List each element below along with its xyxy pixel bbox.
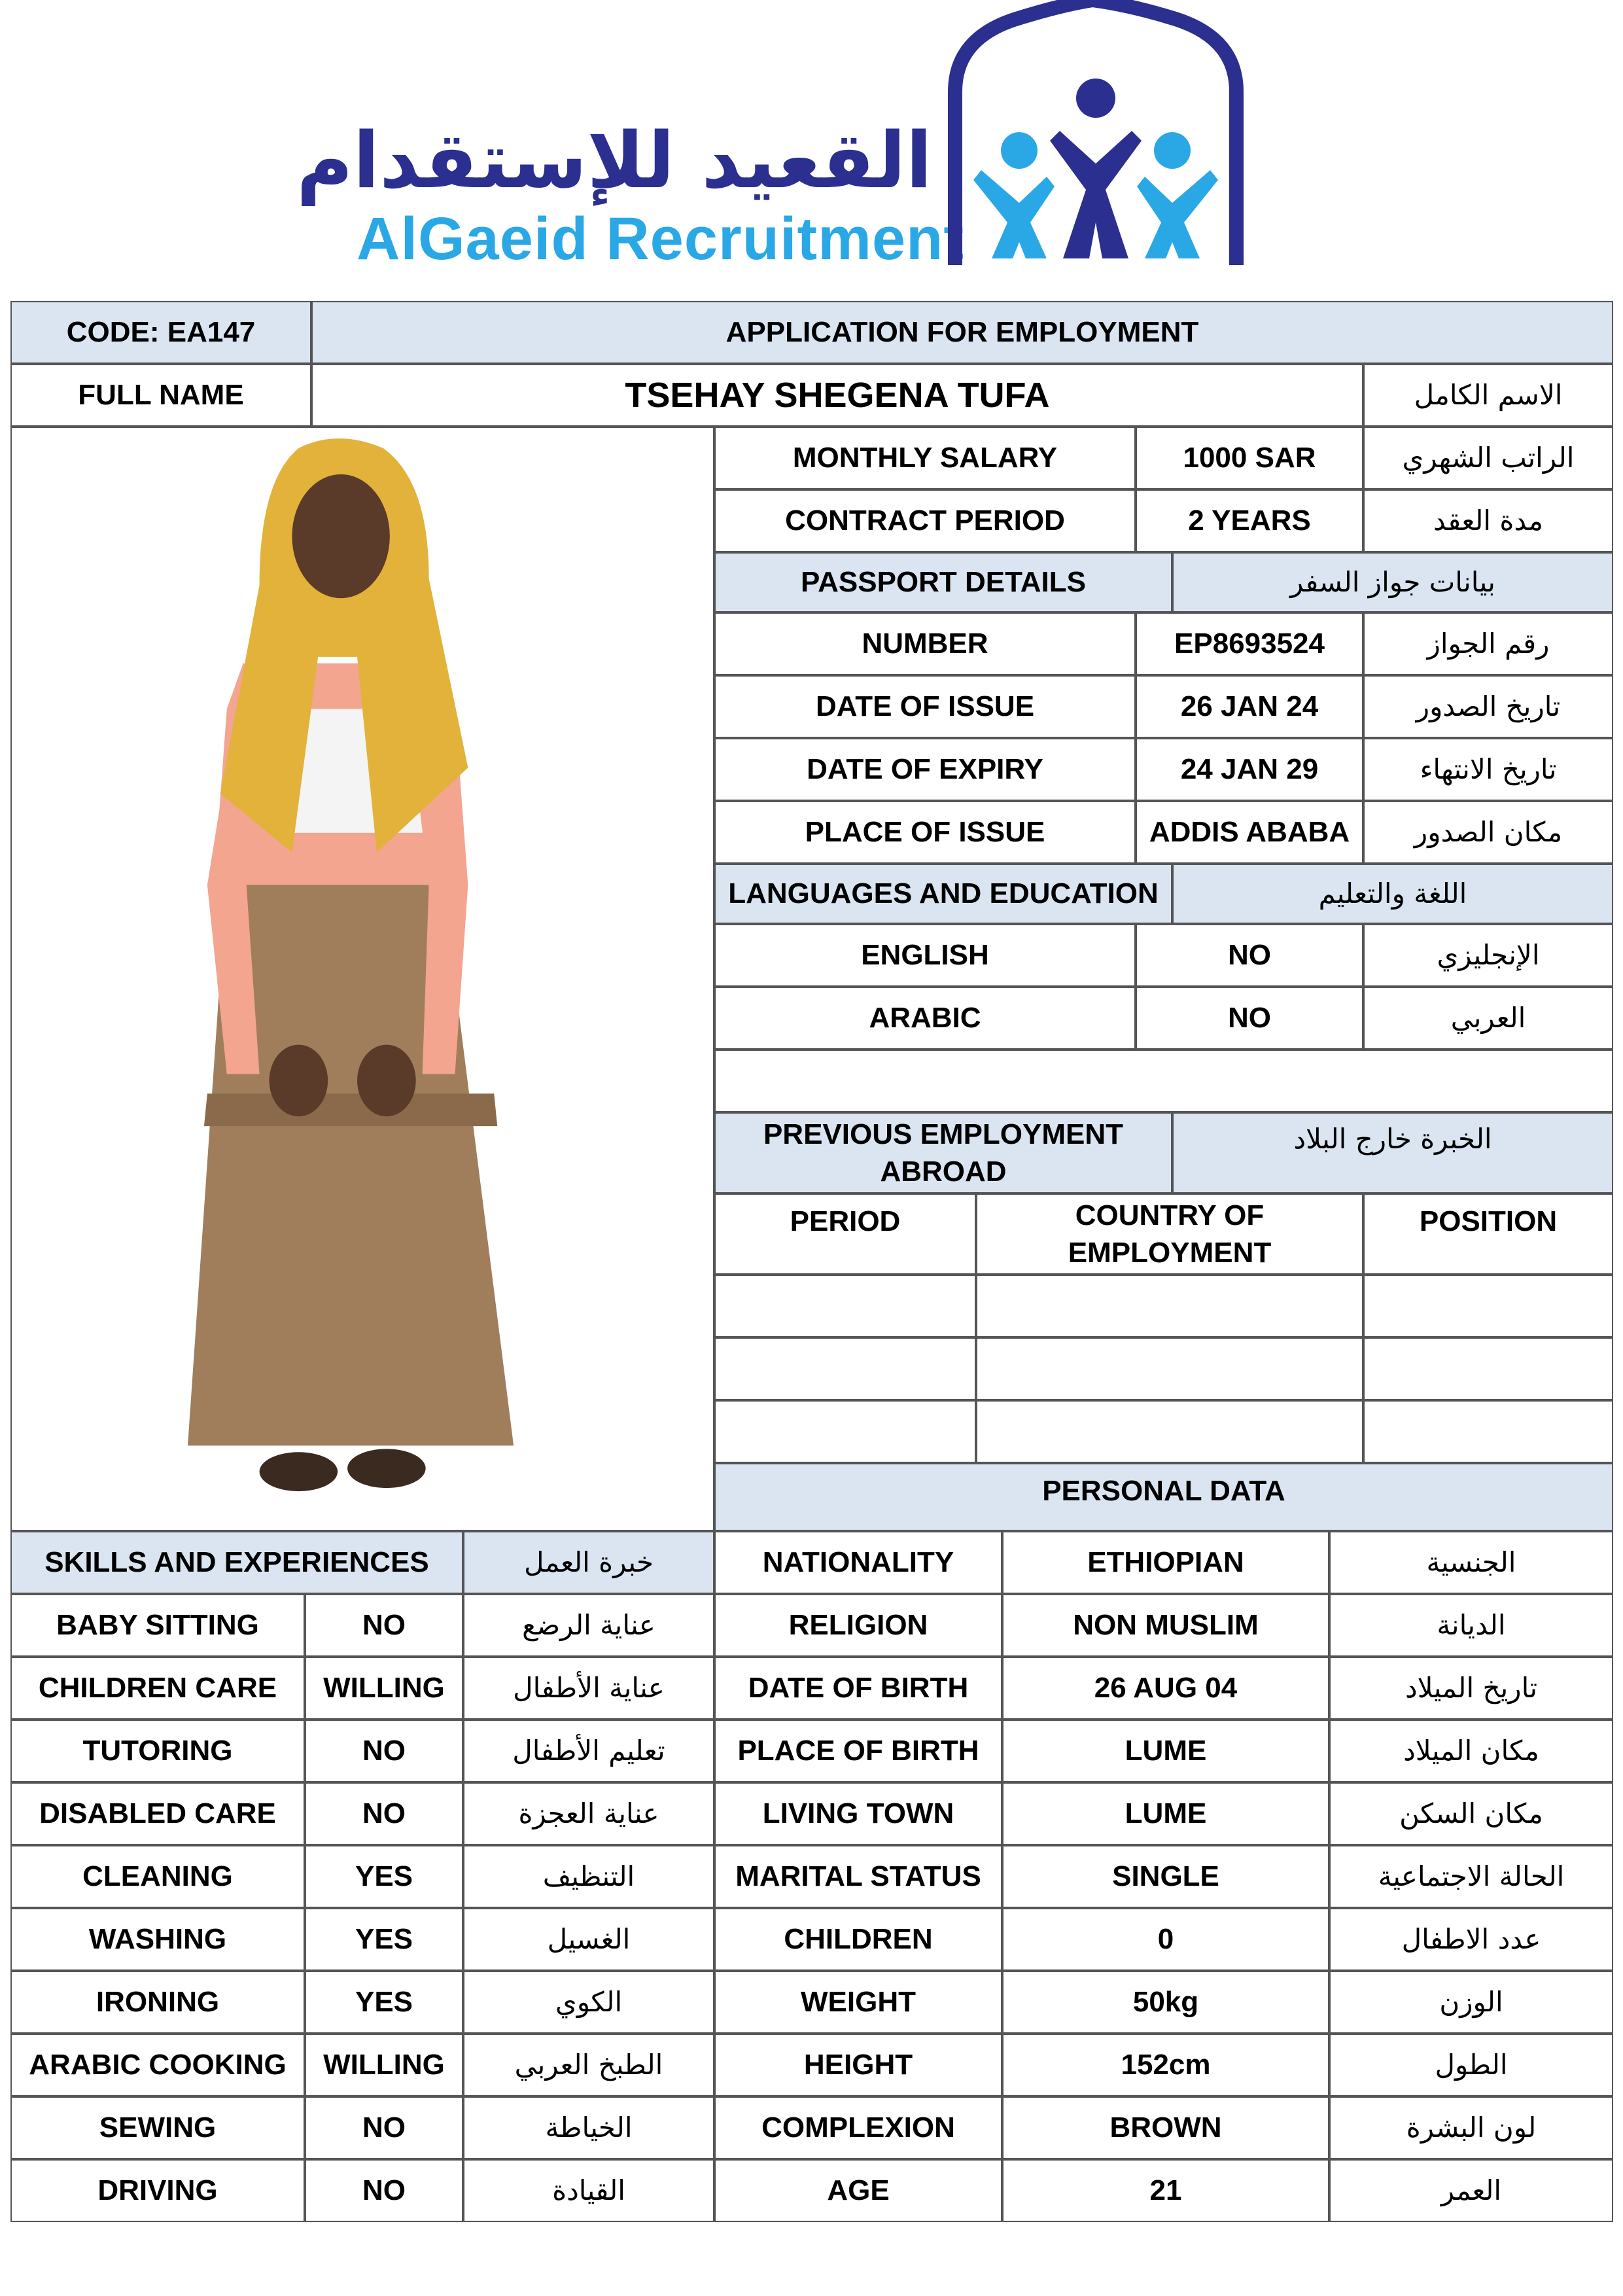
skill-arabic: التنظيف <box>463 1845 714 1908</box>
english-value: NO <box>1136 924 1363 987</box>
monthly-salary-label: MONTHLY SALARY <box>714 427 1136 489</box>
personal-label: WEIGHT <box>714 1971 1002 2034</box>
languages-heading-arabic: اللغة والتعليم <box>1172 864 1613 924</box>
previous-employment-heading-arabic: الخبرة خارج البلاد <box>1172 1112 1613 1193</box>
employment-row-1-country <box>976 1275 1363 1337</box>
skill-arabic: الكوي <box>463 1971 714 2034</box>
english-label: ENGLISH <box>714 924 1136 987</box>
skill-label: BABY SITTING <box>10 1594 305 1657</box>
skill-label: IRONING <box>10 1971 305 2034</box>
employment-row-1-position <box>1363 1275 1613 1337</box>
skill-arabic: عناية الرضع <box>463 1594 714 1657</box>
personal-label: RELIGION <box>714 1594 1002 1657</box>
passport-number-arabic: رقم الجواز <box>1363 612 1613 675</box>
full-name-label: FULL NAME <box>10 364 311 427</box>
personal-label: COMPLEXION <box>714 2096 1002 2159</box>
logo-arabic-text: القعيد للإستقدام <box>296 115 932 205</box>
personal-arabic: الحالة الاجتماعية <box>1329 1845 1613 1908</box>
personal-arabic: لون البشرة <box>1329 2096 1613 2159</box>
skill-arabic: تعليم الأطفال <box>463 1720 714 1782</box>
skill-value: WILLING <box>305 2034 463 2096</box>
personal-value: 50kg <box>1002 1971 1329 2034</box>
personal-data-heading: PERSONAL DATA <box>714 1463 1613 1531</box>
logo-english-text: AlGaeid Recruitment <box>357 205 964 272</box>
skill-value: NO <box>305 1720 463 1782</box>
personal-arabic: مكان الميلاد <box>1329 1720 1613 1782</box>
personal-label: AGE <box>714 2159 1002 2222</box>
skill-arabic: الخياطة <box>463 2096 714 2159</box>
personal-value: LUME <box>1002 1720 1329 1782</box>
date-of-issue-label: DATE OF ISSUE <box>714 675 1136 738</box>
skill-arabic: الغسيل <box>463 1908 714 1971</box>
skill-value: WILLING <box>305 1657 463 1720</box>
skill-label: WASHING <box>10 1908 305 1971</box>
personal-arabic: الوزن <box>1329 1971 1613 2034</box>
personal-label: DATE OF BIRTH <box>714 1657 1002 1720</box>
col-period: PERIOD <box>714 1193 976 1275</box>
passport-heading-arabic: بيانات جواز السفر <box>1172 552 1613 612</box>
skill-value: NO <box>305 1594 463 1657</box>
employment-row-2-country <box>976 1337 1363 1400</box>
arabic-label: ARABIC <box>714 987 1136 1050</box>
skill-label: SEWING <box>10 2096 305 2159</box>
place-of-issue-arabic: مكان الصدور <box>1363 801 1613 864</box>
personal-label: NATIONALITY <box>714 1531 1002 1594</box>
personal-value: 26 AUG 04 <box>1002 1657 1329 1720</box>
personal-value: BROWN <box>1002 2096 1329 2159</box>
personal-value: 0 <box>1002 1908 1329 1971</box>
skill-label: CLEANING <box>10 1845 305 1908</box>
skill-arabic: الطبخ العربي <box>463 2034 714 2096</box>
skills-heading-arabic: خبرة العمل <box>463 1531 714 1594</box>
skills-heading: SKILLS AND EXPERIENCES <box>10 1531 463 1594</box>
skill-label: DISABLED CARE <box>10 1782 305 1845</box>
place-of-issue-label: PLACE OF ISSUE <box>714 801 1136 864</box>
previous-employment-heading: PREVIOUS EMPLOYMENT ABROAD <box>714 1112 1172 1193</box>
arabic-arabic: العربي <box>1363 987 1613 1050</box>
skill-label: CHILDREN CARE <box>10 1657 305 1720</box>
skill-arabic: عناية الأطفال <box>463 1657 714 1720</box>
personal-label: HEIGHT <box>714 2034 1002 2096</box>
skill-value: YES <box>305 1845 463 1908</box>
personal-value: SINGLE <box>1002 1845 1329 1908</box>
code-cell: CODE: EA147 <box>10 301 311 364</box>
passport-heading: PASSPORT DETAILS <box>714 552 1172 612</box>
date-of-expiry-arabic: تاريخ الانتهاء <box>1363 738 1613 801</box>
employment-row-3-position <box>1363 1400 1613 1463</box>
employment-row-1-period <box>714 1275 976 1337</box>
personal-value: ETHIOPIAN <box>1002 1531 1329 1594</box>
col-country-of-employment: COUNTRY OF EMPLOYMENT <box>976 1193 1363 1275</box>
date-of-issue-value: 26 JAN 24 <box>1136 675 1363 738</box>
full-name-value: TSEHAY SHEGENA TUFA <box>311 364 1363 427</box>
skill-value: YES <box>305 1971 463 2034</box>
passport-number-label: NUMBER <box>714 612 1136 675</box>
employment-row-3-country <box>976 1400 1363 1463</box>
col-position: POSITION <box>1363 1193 1613 1275</box>
form-title: APPLICATION FOR EMPLOYMENT <box>311 301 1613 364</box>
personal-arabic: العمر <box>1329 2159 1613 2222</box>
place-of-issue-value: ADDIS ABABA <box>1136 801 1363 864</box>
english-arabic: الإنجليزي <box>1363 924 1613 987</box>
employment-row-2-period <box>714 1337 976 1400</box>
applicant-photo <box>10 427 714 1531</box>
personal-arabic: مكان السكن <box>1329 1782 1613 1845</box>
date-of-expiry-value: 24 JAN 29 <box>1136 738 1363 801</box>
personal-arabic: عدد الاطفال <box>1329 1908 1613 1971</box>
date-of-issue-arabic: تاريخ الصدور <box>1363 675 1613 738</box>
personal-value: LUME <box>1002 1782 1329 1845</box>
skill-label: DRIVING <box>10 2159 305 2222</box>
personal-label: PLACE OF BIRTH <box>714 1720 1002 1782</box>
personal-arabic: الطول <box>1329 2034 1613 2096</box>
contract-period-arabic: مدة العقد <box>1363 489 1613 552</box>
personal-label: LIVING TOWN <box>714 1782 1002 1845</box>
skill-label: ARABIC COOKING <box>10 2034 305 2096</box>
skill-label: TUTORING <box>10 1720 305 1782</box>
skill-value: NO <box>305 2096 463 2159</box>
spacer-row <box>714 1050 1613 1112</box>
logo-emblem-icon <box>942 0 1249 268</box>
personal-label: CHILDREN <box>714 1908 1002 1971</box>
employment-row-2-position <box>1363 1337 1613 1400</box>
personal-label: MARITAL STATUS <box>714 1845 1002 1908</box>
skill-value: YES <box>305 1908 463 1971</box>
skill-value: NO <box>305 1782 463 1845</box>
monthly-salary-arabic: الراتب الشهري <box>1363 427 1613 489</box>
personal-arabic: الديانة <box>1329 1594 1613 1657</box>
date-of-expiry-label: DATE OF EXPIRY <box>714 738 1136 801</box>
skill-arabic: عناية العجزة <box>463 1782 714 1845</box>
personal-value: 21 <box>1002 2159 1329 2222</box>
personal-arabic: الجنسية <box>1329 1531 1613 1594</box>
personal-value: 152cm <box>1002 2034 1329 2096</box>
passport-number-value: EP8693524 <box>1136 612 1363 675</box>
contract-period-value: 2 YEARS <box>1136 489 1363 552</box>
skill-value: NO <box>305 2159 463 2222</box>
monthly-salary-value: 1000 SAR <box>1136 427 1363 489</box>
personal-arabic: تاريخ الميلاد <box>1329 1657 1613 1720</box>
contract-period-label: CONTRACT PERIOD <box>714 489 1136 552</box>
personal-value: NON MUSLIM <box>1002 1594 1329 1657</box>
applicant-figure-icon <box>12 427 713 1531</box>
skill-arabic: القيادة <box>463 2159 714 2222</box>
employment-row-3-period <box>714 1400 976 1463</box>
arabic-value: NO <box>1136 987 1363 1050</box>
languages-heading: LANGUAGES AND EDUCATION <box>714 864 1172 924</box>
full-name-arabic-label: الاسم الكامل <box>1363 364 1613 427</box>
